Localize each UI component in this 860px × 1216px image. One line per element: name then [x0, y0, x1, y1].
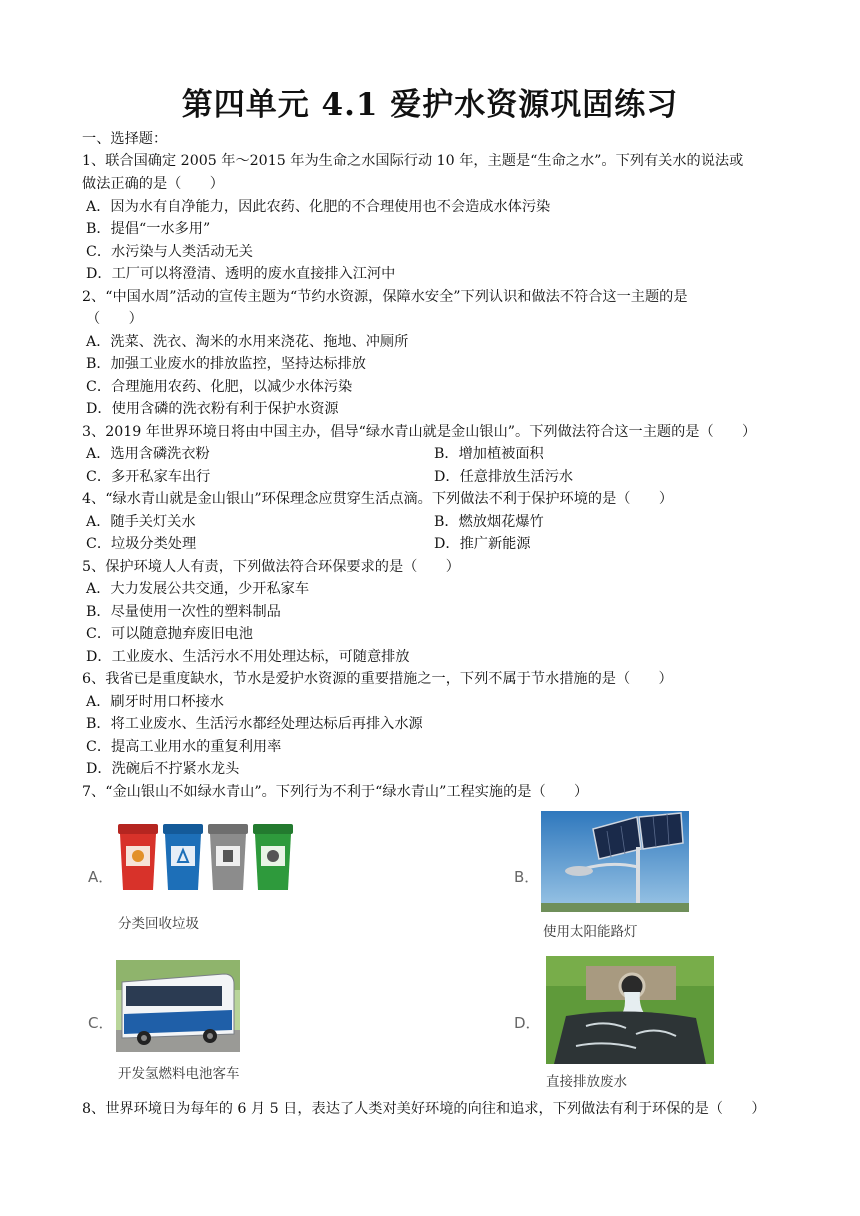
q4-option-c: C．垃圾分类处理: [86, 536, 197, 552]
q5-option-d: D．工业废水、生活污水不用处理达标，可随意排放: [86, 649, 410, 665]
q1-stem: 1、联合国确定 2005 年～2015 年为生命之水国际行动 10 年，主题是“生命之水”。下列有关水的说法或: [82, 153, 744, 169]
q7-option-a-letter: A．: [88, 868, 114, 886]
recycle-bins-image: [116, 822, 298, 892]
q3-stem: 3、2019 年世界环境日将由中国主办，倡导“绿水青山就是金山银山”。下列做法符合这一主题的是（ ）: [82, 424, 757, 440]
q5-option-b: B．尽量使用一次性的塑料制品: [86, 604, 281, 620]
q8-stem: 8、世界环境日为每年的 6 月 5 日，表达了人类对美好环境的向往和追求，下列做法有利于环保的是（ ）: [82, 1101, 766, 1117]
q2-option-d: D．使用含磷的洗衣粉有利于保护水资源: [86, 401, 339, 417]
q6-option-c: C．提高工业用水的重复利用率: [86, 739, 282, 755]
q6-option-b: B．将工业废水、生活污水都经处理达标后再排入水源: [86, 716, 423, 732]
q6-stem: 6、我省已是重度缺水，节水是爱护水资源的重要措施之一，下列不属于节水措施的是（ ）: [82, 671, 673, 687]
q2-option-b: B．加强工业废水的排放监控，坚持达标排放: [86, 356, 366, 372]
q7-option-b-letter: B．: [514, 868, 540, 886]
q1-option-a: A．因为水有自净能力，因此农药、化肥的不合理使用也不会造成水体污染: [86, 199, 551, 215]
q2-stem: 2、“中国水周”活动的宣传主题为“节约水资源，保障水安全”下列认识和做法不符合这一主题的是: [82, 289, 688, 305]
q3-option-a: A．选用含磷洗衣粉: [86, 446, 210, 462]
q2-option-a: A．洗菜、洗衣、淘米的水用来浇花、拖地、冲厕所: [86, 334, 409, 350]
q1-stem-cont: 做法正确的是（ ）: [82, 176, 224, 192]
q7-option-d-caption: 直接排放废水: [546, 1074, 627, 1090]
q2-option-c: C．合理施用农药、化肥，以减少水体污染: [86, 379, 353, 395]
section-heading: 一、选择题：: [82, 131, 168, 147]
hydrogen-bus-image: [116, 960, 240, 1052]
q7-option-b-caption: 使用太阳能路灯: [543, 924, 638, 940]
q7-option-c-caption: 开发氢燃料电池客车: [118, 1066, 240, 1082]
waste-water-discharge-image: [546, 956, 714, 1064]
q6-option-a: A．刷牙时用口杯接水: [86, 694, 224, 710]
q7-stem: 7、“金山银山不如绿水青山”。下列行为不利于“绿水青山”工程实施的是（ ）: [82, 784, 589, 800]
q3-option-c: C．多开私家车出行: [86, 469, 211, 485]
q1-option-b: B．提倡“一水多用”: [86, 221, 211, 237]
q5-stem: 5、保护环境人人有责，下列做法符合环保要求的是（ ）: [82, 559, 460, 575]
q4-stem: 4、“绿水青山就是金山银山”环保理念应贯穿生活点滴。下列做法不利于保护环境的是（ ）: [82, 491, 674, 507]
q3-option-d: D．任意排放生活污水: [434, 469, 574, 485]
solar-street-lamp-image: [541, 811, 689, 912]
q1-option-c: C．水污染与人类活动无关: [86, 244, 253, 260]
q7-option-a-caption: 分类回收垃圾: [118, 916, 199, 932]
q7-option-c-letter: C．: [88, 1014, 114, 1032]
q1-option-d: D．工厂可以将澄清、透明的废水直接排入江河中: [86, 266, 396, 282]
q4-option-d: D．推广新能源: [434, 536, 531, 552]
q4-option-a: A．随手关灯关水: [86, 514, 196, 530]
q2-stem-cont: （ ）: [86, 311, 143, 327]
page-title: 第四单元 4.1 爱护水资源巩固练习: [181, 87, 679, 123]
q7-option-d-letter: D．: [514, 1014, 541, 1032]
q6-option-d: D．洗碗后不拧紧水龙头: [86, 761, 240, 777]
q5-option-c: C．可以随意抛弃废旧电池: [86, 626, 253, 642]
q5-option-a: A．大力发展公共交通，少开私家车: [86, 581, 310, 597]
q4-option-b: B．燃放烟花爆竹: [434, 514, 544, 530]
q3-option-b: B．增加植被面积: [434, 446, 544, 462]
